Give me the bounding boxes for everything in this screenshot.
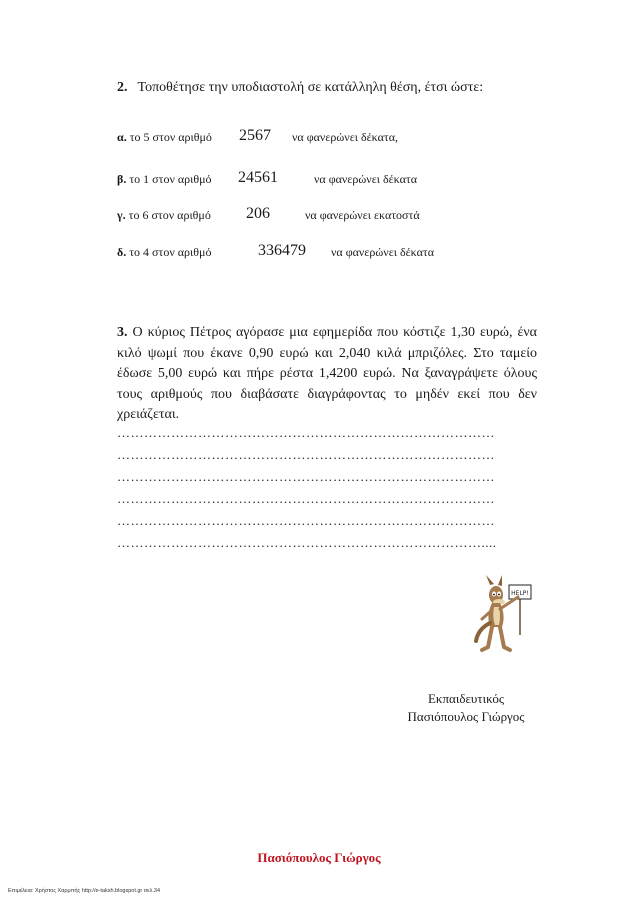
answer-line[interactable]: …………………………………………………………………………	[117, 513, 495, 528]
item-number: 2567	[239, 127, 271, 144]
question-2-text: Τοποθέτησε την υποδιαστολή σε κατάλληλη θέση, έτσι ώστε:	[137, 80, 484, 95]
item-label: το 5 στον αριθμό	[129, 130, 212, 144]
item-number: 24561	[238, 169, 278, 186]
question-3	[117, 323, 537, 426]
footer-author-name: Πασιόπουλος Γιώργος	[257, 850, 381, 865]
help-sign-text: HELP!	[511, 590, 529, 597]
item-letter: δ.	[117, 245, 127, 259]
answer-line[interactable]: …………………………………………………………………………	[117, 491, 495, 506]
coyote-help-sign-icon	[472, 575, 532, 655]
item-number: 336479	[258, 242, 306, 259]
question-2-item-b	[117, 169, 418, 192]
item-label: το 6 στον αριθμό	[128, 208, 211, 222]
footer-credits: Επιμέλεια: Χρήστος Χαρμπής http://e-taksh.blogspot.gr σελ.34	[8, 888, 161, 894]
item-label: το 4 στον αριθμό	[129, 245, 212, 259]
item-letter: γ.	[117, 208, 126, 222]
answer-line[interactable]: …………………………………………………………………………	[117, 425, 495, 440]
item-number: 206	[246, 205, 270, 222]
item-rest: να φανερώνει δέκατα,	[292, 130, 399, 144]
question-2-item-a	[117, 127, 399, 150]
item-rest: να φανερώνει δέκατα	[331, 245, 435, 259]
question-2-item-d	[117, 242, 435, 265]
item-rest: να φανερώνει εκατοστά	[305, 208, 420, 222]
item-rest: να φανερώνει δέκατα	[314, 172, 418, 186]
question-2-item-c	[117, 205, 420, 228]
item-letter: β.	[117, 172, 127, 186]
item-letter: α.	[117, 130, 127, 144]
question-2-heading	[117, 80, 483, 96]
item-label: το 1 στον αριθμό	[129, 172, 212, 186]
signature-name: Πασιόπουλος Γιώργος	[407, 709, 525, 724]
answer-line[interactable]: ………………………………………………………………………....	[117, 535, 497, 550]
answer-line[interactable]: …………………………………………………………………………	[117, 447, 495, 462]
question-3-number: 3.	[117, 325, 128, 340]
signature-role: Εκπαιδευτικός	[427, 691, 505, 706]
question-2-number: 2.	[117, 80, 128, 95]
answer-line[interactable]: …………………………………………………………………………	[117, 469, 495, 484]
question-3-text: Ο κύριος Πέτρος αγόρασε μια εφημερίδα που κόστιζε 1,30 ευρώ, ένα κιλό ψωμί που έκανε 0,90 ευρώ και 2,040 κιλά μπριζόλες. Στο ταμείο έδωσε 5,00 ευρώ και πήρε ρέστα 1,4200 ευρώ. Να ξαναγράψετε όλους τους αριθμούς που διαβάσατε διαγράφοντας το μηδέν εκεί που δεν χρειάζεται.	[117, 325, 537, 422]
